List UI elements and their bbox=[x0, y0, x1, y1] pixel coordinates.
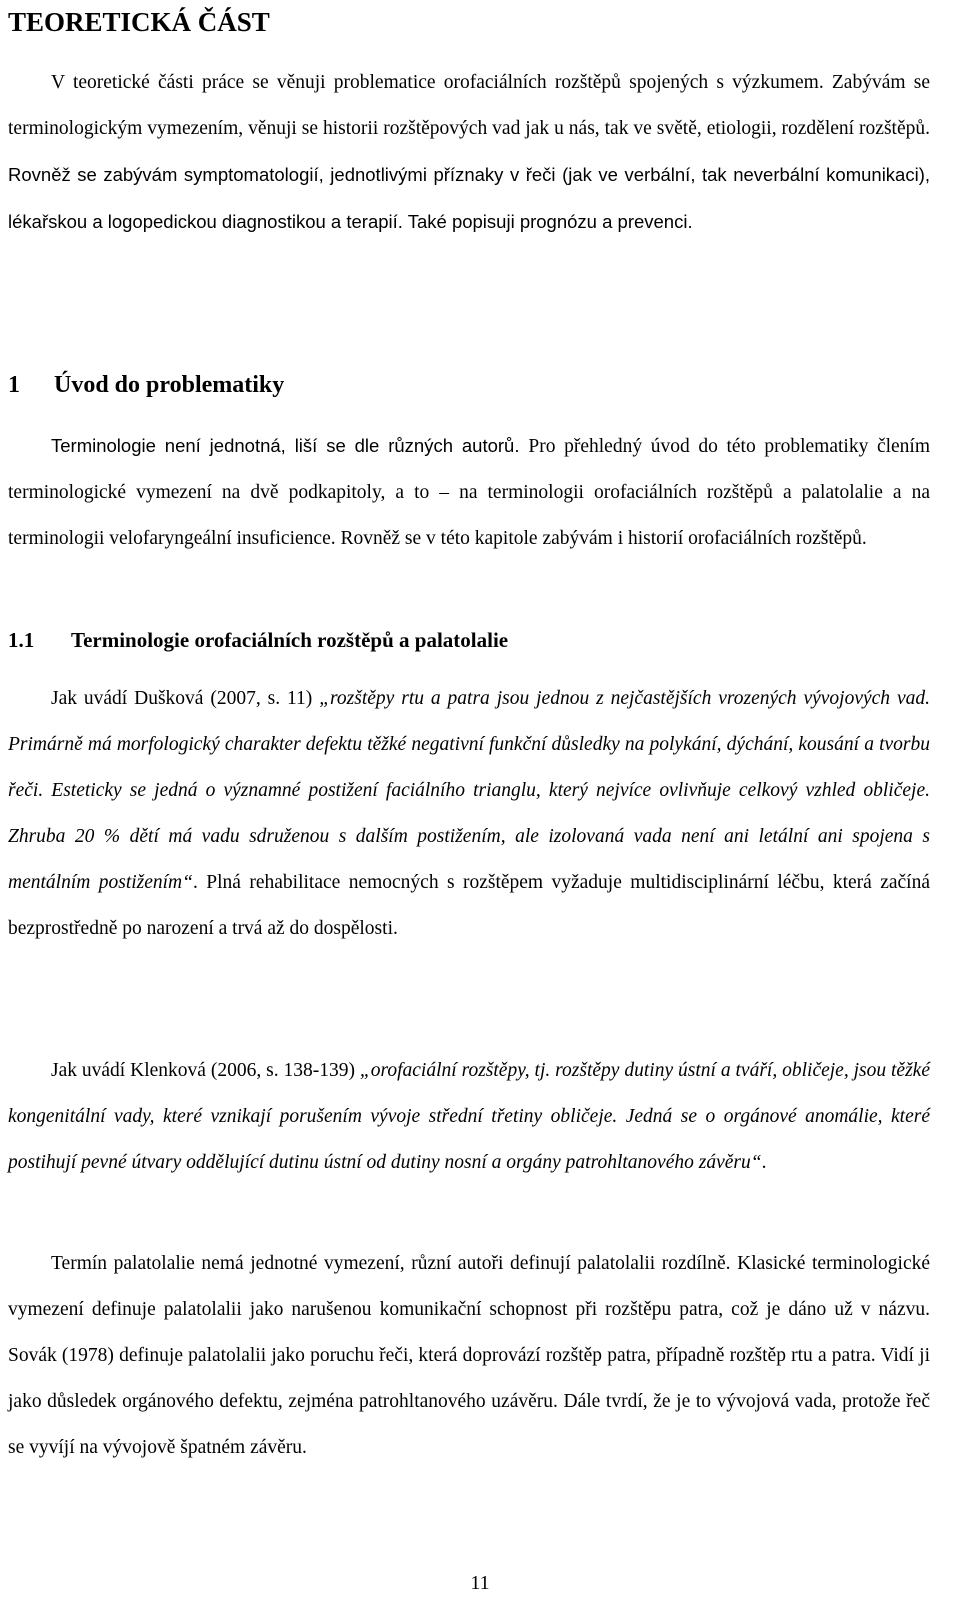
section1-text-serif: Pro přehledný úvod do této problematiky člením terminologické vymezení na dvě podkapitoly, a to – na terminologii orofaciálních rozštěpů a palatolalie a na terminologii velofaryngeální insuficience. Rovněž se v této kapitole zabývám i historií orofaciálních rozštěpů. bbox=[8, 436, 931, 549]
section-heading-1 bbox=[8, 365, 284, 405]
section-title: Úvod do problematiky bbox=[54, 372, 285, 398]
section1-paragraph bbox=[8, 423, 930, 562]
quote1-citation: „rozštěpy rtu a patra jsou jednou z nejčastějších vrozených vývojových vad. Primárně má morfologický charakter defektu těžké negativní funkční důsledky na polykání, dýchání, kousání a tvorbu řeči. Esteticky se jedná o významné postižení faciálního trianglu, který nejvíce ovlivňuje celkový vzhled obličeje. Zhruba 20 % dětí má vadu sdruženou s dalším postižením, ale izolovaná vada není ani letální ani spojena s mentálním postižením“ bbox=[8, 688, 931, 893]
section1-text-sans: Terminologie není jednotná, liší se dle různých autorů. bbox=[51, 435, 529, 456]
intro-text-serif: V teoretické části práce se věnuji problematice orofaciálních rozštěpů spojených s výzkumem. Zabývám se terminologickým vymezením, věnuji se historii rozštěpových vad jak u nás, tak ve světě, etiologii, rozdělení rozštěpů. bbox=[8, 72, 930, 139]
section-number: 1 bbox=[8, 372, 20, 398]
duskova-quote-paragraph bbox=[8, 676, 930, 952]
klenkova-quote-paragraph bbox=[8, 1048, 930, 1186]
quote2-lead: Jak uvádí Klenková (2006, s. 138-139) bbox=[51, 1060, 360, 1081]
intro-paragraph bbox=[8, 60, 930, 246]
intro-text-sans: Rovněž se zabývám symptomatologií, jednotlivými příznaky v řeči (jak ve verbální, tak neverbální komunikaci), lékařskou a logopedickou diagnostikou a terapií. Také popisuji prognózu a prevenci. bbox=[8, 164, 930, 232]
subsection-number: 1.1 bbox=[8, 628, 35, 652]
quote1-rest: . Plná rehabilitace nemocných s rozštěpem vyžaduje multidisciplinární léčbu, která začíná bezprostředně po narození a trvá až do dospělosti. bbox=[8, 872, 931, 939]
quote2-rest: . bbox=[761, 1152, 767, 1173]
page-number: 11 bbox=[470, 1572, 490, 1594]
quote2-citation: „orofaciální rozštěpy, tj. rozštěpy dutiny ústní a tváří, obličeje, jsou těžké kongenitální vady, které vznikají porušením vývoje střední třetiny obličeje. Jedná se o orgánové anomálie, které postihují pevné útvary oddělující dutinu ústní od dutiny nosní a orgány patrohltanového závěru“ bbox=[8, 1060, 930, 1173]
subsection-heading-1-1 bbox=[8, 620, 508, 660]
subsection-title: Terminologie orofaciálních rozštěpů a palatolalie bbox=[71, 628, 509, 652]
page-heading: TEORETICKÁ ČÁST bbox=[8, 7, 270, 37]
quote1-lead: Jak uvádí Dušková (2007, s. 11) bbox=[51, 688, 320, 709]
palatolalie-paragraph: Termín palatolalie nemá jednotné vymezení, různí autoři definují palatolalii rozdílně. Klasické terminologické vymezení definuje palatolalii jako narušenou komunikační schopnost při rozštěpu patra, což je dáno už v názvu. Sovák (1978) definuje palatolalii jako poruchu řeči, která doprovází rozštěp patra, případně rozštěp rtu a patra. Vidí ji jako důsledek orgánového defektu, zejména patrohltanového uzávěru. Dále tvrdí, že je to vývojová vada, protože řeč se vyvíjí na vývojově špatném závěru. bbox=[8, 1253, 930, 1458]
